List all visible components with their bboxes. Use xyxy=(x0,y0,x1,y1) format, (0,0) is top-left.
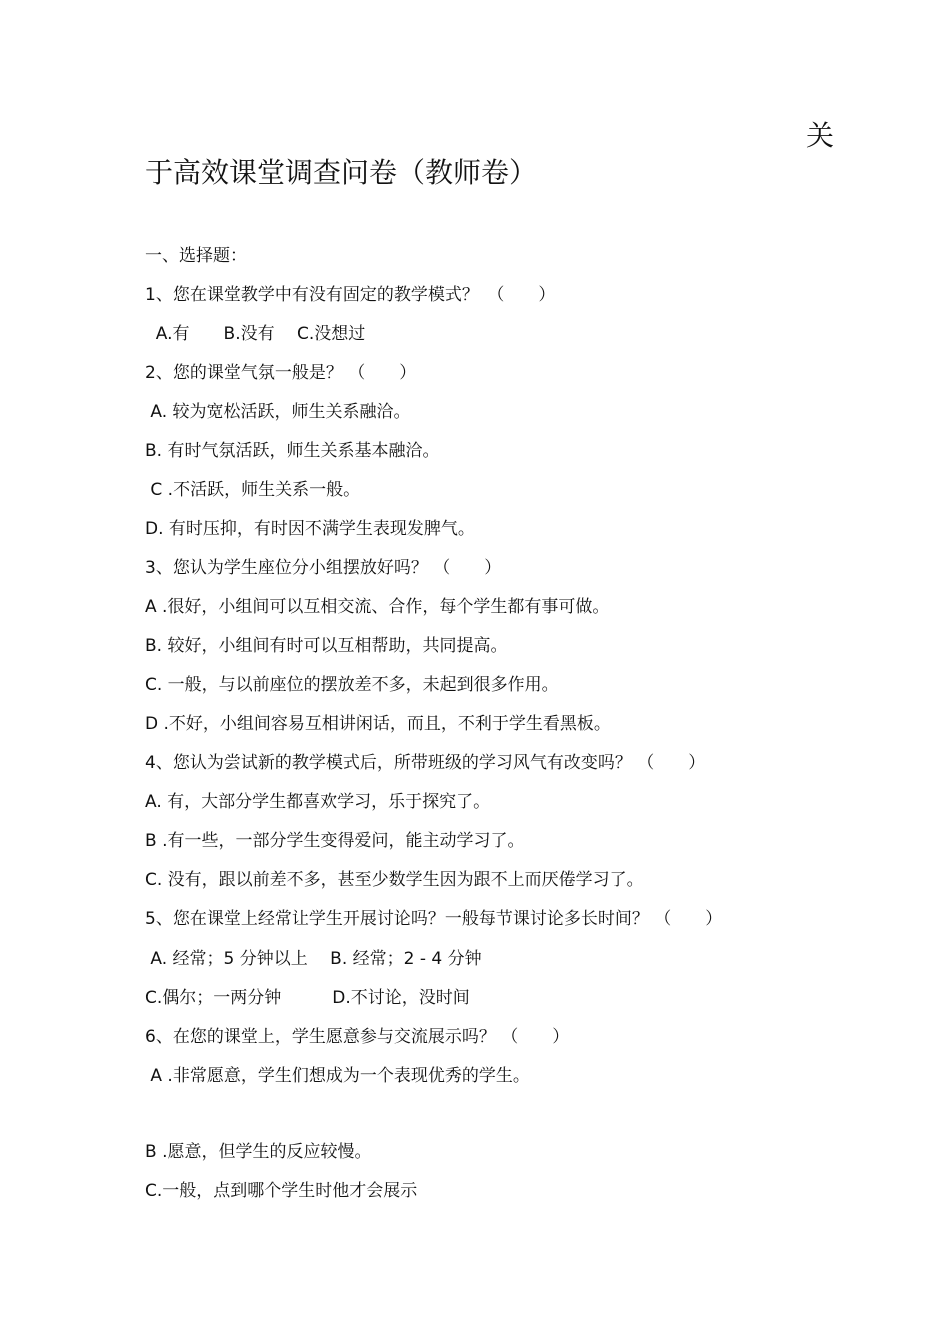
question-4-option-c: C. 没有，跟以前差不多，甚至少数学生因为跟不上而厌倦学习了。 xyxy=(145,870,644,890)
question-3-option-c: C. 一般，与以前座位的摆放差不多，未起到很多作用。 xyxy=(145,675,559,695)
question-6-option-c: C.一般，点到哪个学生时他才会展示 xyxy=(145,1181,418,1201)
question-2-option-d: D. 有时压抑，有时因不满学生表现发脾气。 xyxy=(145,519,475,539)
title-first-char: 关 xyxy=(806,119,835,152)
question-2-option-b: B. 有时气氛活跃，师生关系基本融洽。 xyxy=(145,441,440,461)
question-1: 1、您在课堂教学中有没有固定的教学模式？ （ ） xyxy=(145,285,556,305)
question-4-option-a: A. 有，大部分学生都喜欢学习，乐于探究了。 xyxy=(145,792,491,812)
question-3-option-d: D .不好，小组间容易互相讲闲话，而且，不利于学生看黑板。 xyxy=(145,714,611,734)
question-3-option-a: A .很好，小组间可以互相交流、合作，每个学生都有事可做。 xyxy=(145,597,610,617)
question-4-option-b: B .有一些，一部分学生变得爱问，能主动学习了。 xyxy=(145,831,525,851)
question-6: 6、在您的课堂上，学生愿意参与交流展示吗？ （ ） xyxy=(145,1027,570,1047)
question-2: 2、您的课堂气氛一般是？ （ ） xyxy=(145,363,417,383)
question-3: 3、您认为学生座位分小组摆放好吗？ （ ） xyxy=(145,558,502,578)
question-5-options-cd: C.偶尔；一两分钟 D.不讨论，没时间 xyxy=(145,988,470,1008)
question-4: 4、您认为尝试新的教学模式后，所带班级的学习风气有改变吗？ （ ） xyxy=(145,753,706,773)
question-2-option-a: A. 较为宽松活跃，师生关系融洽。 xyxy=(145,402,411,422)
question-1-options: A.有 B.没有 C.没想过 xyxy=(145,324,366,344)
question-6-option-b: B .愿意，但学生的反应较慢。 xyxy=(145,1142,372,1162)
question-6-option-a: A .非常愿意，学生们想成为一个表现优秀的学生。 xyxy=(145,1066,530,1086)
question-3-option-b: B. 较好，小组间有时可以互相帮助，共同提高。 xyxy=(145,636,508,656)
question-2-option-c: C .不活跃，师生关系一般。 xyxy=(145,480,361,500)
section-heading: 一、选择题： xyxy=(145,246,247,266)
question-5: 5、您在课堂上经常让学生开展讨论吗？一般每节课讨论多长时间？ （ ） xyxy=(145,909,723,929)
question-5-options-ab: A. 经常；5 分钟以上 B. 经常；2 - 4 分钟 xyxy=(145,949,482,969)
page-title: 于高效课堂调查问卷（教师卷） xyxy=(145,156,538,189)
